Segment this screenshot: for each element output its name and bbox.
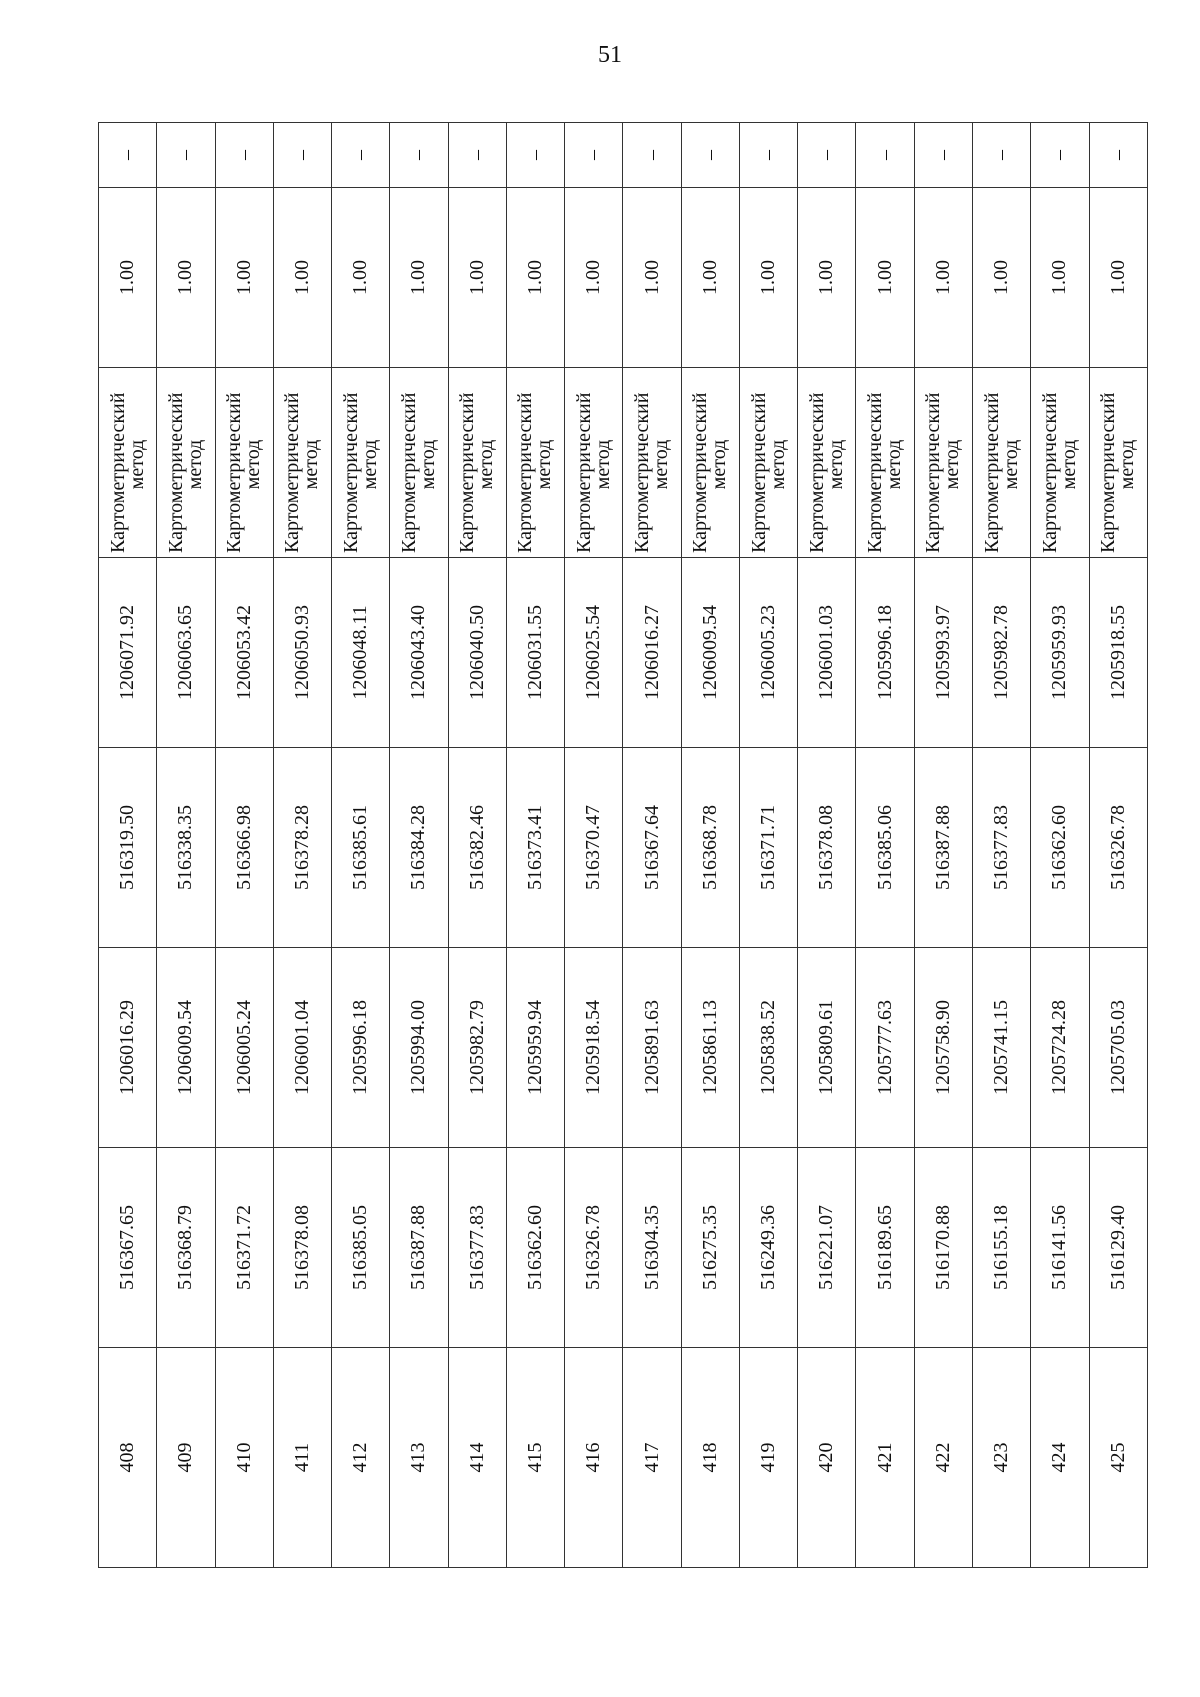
x-coordinate-cell: 516371.71	[739, 748, 797, 948]
y-coordinate-cell: 1205982.79	[448, 948, 506, 1148]
table-row	[448, 123, 506, 1568]
x-coordinate-cell: 516370.47	[565, 748, 623, 948]
method-cell	[972, 368, 1030, 558]
y-coordinate-cell: 1205705.03	[1089, 948, 1147, 1148]
y-coordinate-cell: 1206063.65	[157, 558, 215, 748]
point-number-cell: 413	[390, 1348, 448, 1568]
note-cell: –	[739, 123, 797, 188]
x-coordinate-cell: 516378.28	[273, 748, 331, 948]
x-coordinate-cell: 516304.35	[623, 1148, 681, 1348]
y-coordinate-cell: 1206009.54	[157, 948, 215, 1148]
x-coordinate-cell: 516378.08	[798, 748, 856, 948]
y-coordinate-cell: 1205809.61	[798, 948, 856, 1148]
y-coordinate-cell: 1206053.42	[215, 558, 273, 748]
y-coordinate-cell: 1205996.18	[332, 948, 390, 1148]
x-coordinate-cell: 516129.40	[1089, 1148, 1147, 1348]
x-coordinate-cell: 516385.05	[332, 1148, 390, 1348]
x-coordinate-cell: 516385.61	[332, 748, 390, 948]
method-line-2: метод	[591, 439, 614, 490]
method-line-2: метод	[1057, 439, 1080, 490]
y-coordinate-cell: 1206043.40	[390, 558, 448, 748]
note-cell: –	[681, 123, 739, 188]
y-coordinate-cell: 1206001.04	[273, 948, 331, 1148]
x-coordinate-cell: 516326.78	[1089, 748, 1147, 948]
accuracy-cell: 1.00	[681, 188, 739, 368]
note-cell: –	[623, 123, 681, 188]
point-number-cell: 415	[506, 1348, 564, 1568]
y-coordinate-cell: 1206005.24	[215, 948, 273, 1148]
method-line-1: Картометрический	[164, 392, 187, 553]
table-row	[681, 123, 739, 1568]
note-cell: –	[448, 123, 506, 188]
y-coordinate-cell: 1205724.28	[1031, 948, 1089, 1148]
table-row	[1089, 123, 1147, 1568]
note-cell: –	[99, 123, 157, 188]
table-row	[157, 123, 215, 1568]
accuracy-cell: 1.00	[99, 188, 157, 368]
method-line-1: Картометрический	[864, 392, 887, 553]
accuracy-cell: 1.00	[506, 188, 564, 368]
accuracy-cell: 1.00	[215, 188, 273, 368]
note-cell: –	[215, 123, 273, 188]
note-cell: –	[332, 123, 390, 188]
x-coordinate-cell: 516368.78	[681, 748, 739, 948]
accuracy-cell: 1.00	[273, 188, 331, 368]
method-line-1: Картометрический	[339, 392, 362, 553]
method-line-2: метод	[533, 439, 556, 490]
note-cell: –	[506, 123, 564, 188]
y-coordinate-cell: 1206025.54	[565, 558, 623, 748]
x-coordinate-cell: 516141.56	[1031, 1148, 1089, 1348]
accuracy-cell: 1.00	[565, 188, 623, 368]
table-row	[856, 123, 914, 1568]
table-row	[99, 123, 157, 1568]
x-coordinate-cell: 516319.50	[99, 748, 157, 948]
x-coordinate-cell: 516367.64	[623, 748, 681, 948]
table-row	[506, 123, 564, 1568]
method-line-1: Картометрический	[456, 392, 479, 553]
table-row	[565, 123, 623, 1568]
x-coordinate-cell: 516385.06	[856, 748, 914, 948]
y-coordinate-cell: 1205741.15	[972, 948, 1030, 1148]
table-row	[273, 123, 331, 1568]
method-line-1: Картометрический	[747, 392, 770, 553]
point-number-cell: 414	[448, 1348, 506, 1568]
y-coordinate-cell: 1205918.54	[565, 948, 623, 1148]
method-cell	[856, 368, 914, 558]
x-coordinate-cell: 516377.83	[972, 748, 1030, 948]
method-line-2: метод	[125, 439, 148, 490]
accuracy-cell: 1.00	[448, 188, 506, 368]
method-cell	[506, 368, 564, 558]
point-number-cell: 424	[1031, 1348, 1089, 1568]
note-cell: –	[390, 123, 448, 188]
page-number: 51	[598, 42, 622, 68]
point-number-cell: 412	[332, 1348, 390, 1568]
table-row	[1031, 123, 1089, 1568]
y-coordinate-cell: 1205996.18	[856, 558, 914, 748]
y-coordinate-cell: 1206050.93	[273, 558, 331, 748]
x-coordinate-cell: 516377.83	[448, 1148, 506, 1348]
x-coordinate-cell: 516170.88	[914, 1148, 972, 1348]
point-number-cell: 423	[972, 1348, 1030, 1568]
method-line-2: метод	[883, 439, 906, 490]
accuracy-cell: 1.00	[390, 188, 448, 368]
y-coordinate-cell: 1205994.00	[390, 948, 448, 1148]
x-coordinate-cell: 516249.36	[739, 1148, 797, 1348]
x-coordinate-cell: 516367.65	[99, 1148, 157, 1348]
point-number-cell: 421	[856, 1348, 914, 1568]
method-line-1: Картометрический	[572, 392, 595, 553]
table-row	[914, 123, 972, 1568]
coordinates-table	[98, 122, 1148, 1568]
method-line-2: метод	[941, 439, 964, 490]
method-line-1: Картометрический	[106, 392, 129, 553]
y-coordinate-cell: 1205861.13	[681, 948, 739, 1148]
method-line-1: Картометрический	[1038, 392, 1061, 553]
table-row	[215, 123, 273, 1568]
method-line-1: Картометрический	[1097, 392, 1120, 553]
accuracy-cell: 1.00	[856, 188, 914, 368]
method-cell	[99, 368, 157, 558]
note-cell: –	[798, 123, 856, 188]
method-line-2: метод	[242, 439, 265, 490]
x-coordinate-cell: 516326.78	[565, 1148, 623, 1348]
table-row	[390, 123, 448, 1568]
x-coordinate-cell: 516371.72	[215, 1148, 273, 1348]
table-row	[972, 123, 1030, 1568]
x-coordinate-cell: 516382.46	[448, 748, 506, 948]
method-cell	[681, 368, 739, 558]
x-coordinate-cell: 516387.88	[914, 748, 972, 948]
accuracy-cell: 1.00	[1031, 188, 1089, 368]
method-line-1: Картометрический	[223, 392, 246, 553]
accuracy-cell: 1.00	[739, 188, 797, 368]
method-line-1: Картометрический	[281, 392, 304, 553]
accuracy-cell: 1.00	[1089, 188, 1147, 368]
note-cell: –	[1089, 123, 1147, 188]
table-row	[332, 123, 390, 1568]
point-number-cell: 419	[739, 1348, 797, 1568]
method-line-1: Картометрический	[922, 392, 945, 553]
x-coordinate-cell: 516362.60	[1031, 748, 1089, 948]
method-cell	[623, 368, 681, 558]
method-cell	[1089, 368, 1147, 558]
point-number-cell: 420	[798, 1348, 856, 1568]
y-coordinate-cell: 1205918.55	[1089, 558, 1147, 748]
y-coordinate-cell: 1205959.93	[1031, 558, 1089, 748]
x-coordinate-cell: 516366.98	[215, 748, 273, 948]
x-coordinate-cell: 516378.08	[273, 1148, 331, 1348]
method-line-2: метод	[650, 439, 673, 490]
point-number-cell: 416	[565, 1348, 623, 1568]
method-line-2: метод	[1116, 439, 1139, 490]
y-coordinate-cell: 1205891.63	[623, 948, 681, 1148]
y-coordinate-cell: 1206016.29	[99, 948, 157, 1148]
note-cell: –	[1031, 123, 1089, 188]
x-coordinate-cell: 516155.18	[972, 1148, 1030, 1348]
y-coordinate-cell: 1206001.03	[798, 558, 856, 748]
y-coordinate-cell: 1206009.54	[681, 558, 739, 748]
y-coordinate-cell: 1206048.11	[332, 558, 390, 748]
y-coordinate-cell: 1205838.52	[739, 948, 797, 1148]
table-row	[623, 123, 681, 1568]
accuracy-cell: 1.00	[623, 188, 681, 368]
x-coordinate-cell: 516338.35	[157, 748, 215, 948]
x-coordinate-cell: 516373.41	[506, 748, 564, 948]
point-number-cell: 418	[681, 1348, 739, 1568]
method-line-2: метод	[183, 439, 206, 490]
note-cell: –	[157, 123, 215, 188]
accuracy-cell: 1.00	[332, 188, 390, 368]
y-coordinate-cell: 1205758.90	[914, 948, 972, 1148]
note-cell: –	[273, 123, 331, 188]
y-coordinate-cell: 1205777.63	[856, 948, 914, 1148]
method-line-1: Картометрический	[514, 392, 537, 553]
point-number-cell: 425	[1089, 1348, 1147, 1568]
y-coordinate-cell: 1206005.23	[739, 558, 797, 748]
y-coordinate-cell: 1206071.92	[99, 558, 157, 748]
point-number-cell: 408	[99, 1348, 157, 1568]
point-number-cell: 417	[623, 1348, 681, 1568]
point-number-cell: 410	[215, 1348, 273, 1568]
method-line-2: метод	[766, 439, 789, 490]
table-row	[739, 123, 797, 1568]
y-coordinate-cell: 1205959.94	[506, 948, 564, 1148]
y-coordinate-cell: 1206016.27	[623, 558, 681, 748]
method-line-2: метод	[475, 439, 498, 490]
method-line-1: Картометрический	[980, 392, 1003, 553]
x-coordinate-cell: 516387.88	[390, 1148, 448, 1348]
method-cell	[739, 368, 797, 558]
x-coordinate-cell: 516384.28	[390, 748, 448, 948]
method-cell	[914, 368, 972, 558]
method-line-1: Картометрический	[397, 392, 420, 553]
method-line-1: Картометрический	[805, 392, 828, 553]
note-cell: –	[565, 123, 623, 188]
note-cell: –	[856, 123, 914, 188]
method-cell	[390, 368, 448, 558]
method-cell	[1031, 368, 1089, 558]
note-cell: –	[914, 123, 972, 188]
method-line-1: Картометрический	[689, 392, 712, 553]
y-coordinate-cell: 1205982.78	[972, 558, 1030, 748]
point-number-cell: 422	[914, 1348, 972, 1568]
x-coordinate-cell: 516275.35	[681, 1148, 739, 1348]
method-line-2: метод	[824, 439, 847, 490]
method-line-2: метод	[358, 439, 381, 490]
y-coordinate-cell: 1206040.50	[448, 558, 506, 748]
point-number-cell: 411	[273, 1348, 331, 1568]
method-cell	[273, 368, 331, 558]
method-line-2: метод	[416, 439, 439, 490]
x-coordinate-cell: 516189.65	[856, 1148, 914, 1348]
table-row	[798, 123, 856, 1568]
accuracy-cell: 1.00	[972, 188, 1030, 368]
accuracy-cell: 1.00	[157, 188, 215, 368]
method-line-1: Картометрический	[631, 392, 654, 553]
x-coordinate-cell: 516221.07	[798, 1148, 856, 1348]
point-number-cell: 409	[157, 1348, 215, 1568]
method-cell	[332, 368, 390, 558]
y-coordinate-cell: 1205993.97	[914, 558, 972, 748]
method-line-2: метод	[708, 439, 731, 490]
method-cell	[565, 368, 623, 558]
method-cell	[157, 368, 215, 558]
method-line-2: метод	[300, 439, 323, 490]
accuracy-cell: 1.00	[914, 188, 972, 368]
x-coordinate-cell: 516368.79	[157, 1148, 215, 1348]
accuracy-cell: 1.00	[798, 188, 856, 368]
method-cell	[798, 368, 856, 558]
method-cell	[448, 368, 506, 558]
x-coordinate-cell: 516362.60	[506, 1148, 564, 1348]
coordinates-table-rotated	[98, 123, 1148, 1568]
method-line-2: метод	[999, 439, 1022, 490]
table-body	[99, 123, 1148, 1568]
note-cell: –	[972, 123, 1030, 188]
method-cell	[215, 368, 273, 558]
y-coordinate-cell: 1206031.55	[506, 558, 564, 748]
